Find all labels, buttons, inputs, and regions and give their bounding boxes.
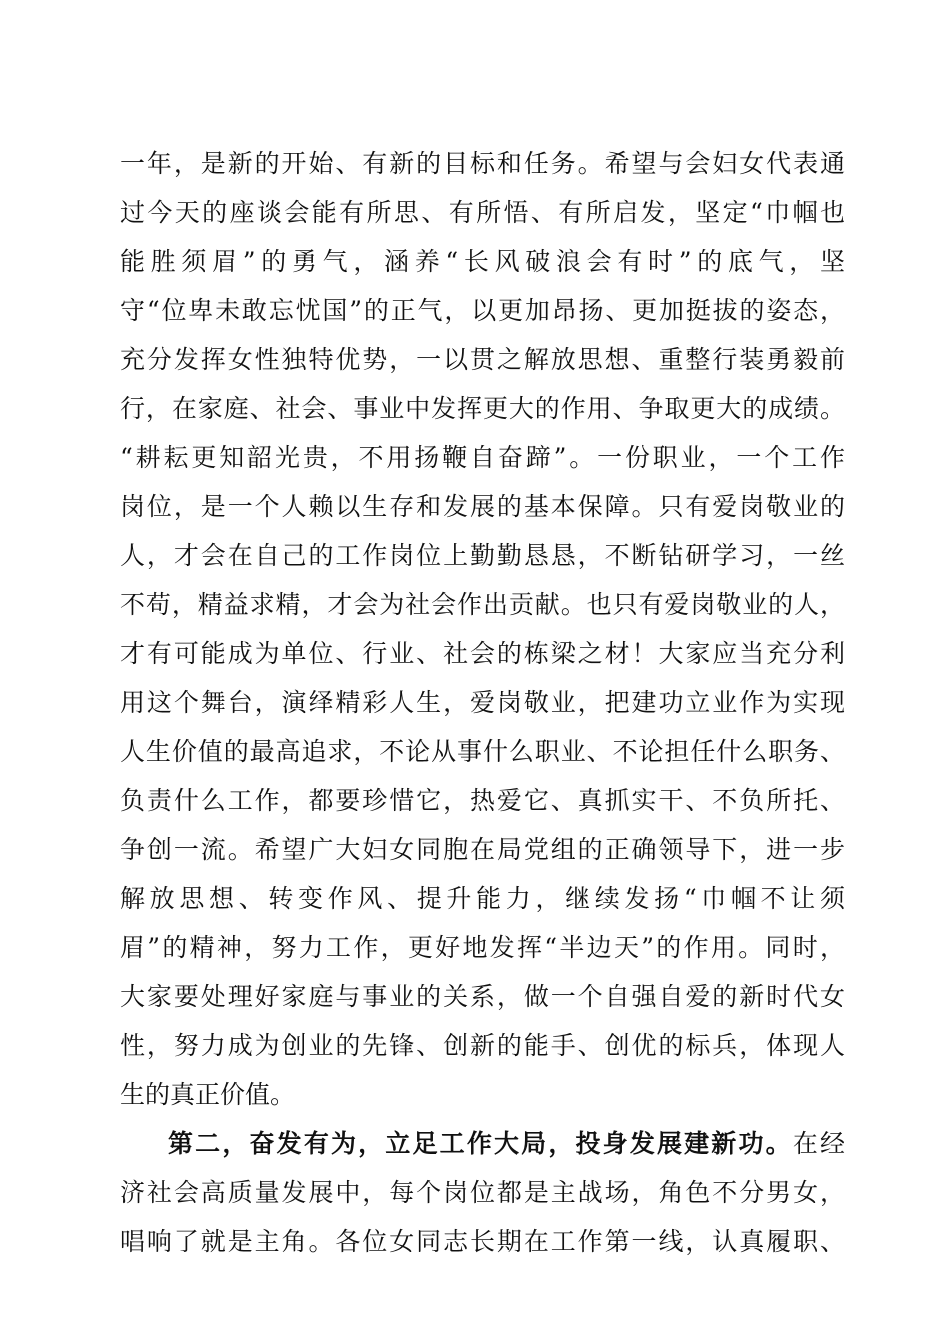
text-line: 生的真正价值。: [120, 1080, 296, 1109]
text-line: 岗位，是一个人赖以生存和发展的基本保障。只有爱岗敬业的: [120, 492, 845, 521]
text-line: 唱响了就是主角。各位女同志长期在工作第一线，认真履职、: [120, 1227, 845, 1256]
text-line: 能胜须眉”的勇气，涵养“长风破浪会有时”的底气，坚: [120, 247, 845, 276]
section-heading: 第二，奋发有为，立足工作大局，投身发展建新功。: [168, 1129, 793, 1158]
text-line: 才有可能成为单位、行业、社会的栋梁之材！大家应当充分利: [120, 639, 845, 668]
section-heading-line: [120, 1119, 845, 1168]
text-line: 不苟，精益求精，才会为社会作出贡献。也只有爱岗敬业的人，: [120, 590, 845, 619]
text-line: 济社会高质量发展中，每个岗位都是主战场，角色不分男女，: [120, 1178, 845, 1207]
text-line: 过今天的座谈会能有所思、有所悟、有所启发，坚定“巾帼也: [120, 198, 845, 227]
text-line: 眉”的精神，努力工作，更好地发挥“半边天”的作用。同时，: [120, 933, 845, 962]
text-line: “耕耘更知韶光贵，不用扬鞭自奋蹄”。一份职业，一个工作: [120, 443, 845, 472]
text-line: 充分发挥女性独特优势，一以贯之解放思想、重整行装勇毅前: [120, 345, 845, 374]
text-line: 性，努力成为创业的先锋、创新的能手、创优的标兵，体现人: [120, 1031, 845, 1060]
text-line: 人生价值的最高追求，不论从事什么职业、不论担任什么职务、: [120, 737, 845, 766]
text-line: 行，在家庭、社会、事业中发挥更大的作用、争取更大的成绩。: [120, 394, 845, 423]
text-line: 守“位卑未敢忘忧国”的正气，以更加昂扬、更加挺拔的姿态，: [120, 296, 845, 325]
text-line: 人，才会在自己的工作岗位上勤勤恳恳，不断钻研学习，一丝: [120, 541, 845, 570]
text-line: 大家要处理好家庭与事业的关系，做一个自强自爱的新时代女: [120, 982, 845, 1011]
section-heading-tail: 在经: [792, 1129, 845, 1158]
text-line: 解放思想、转变作风、提升能力，继续发扬“巾帼不让须: [120, 884, 845, 913]
text-line: 负责什么工作，都要珍惜它，热爱它、真抓实干、不负所托、: [120, 786, 845, 815]
body-text: [120, 139, 845, 1266]
text-line: 用这个舞台，演绎精彩人生，爱岗敬业，把建功立业作为实现: [120, 688, 845, 717]
text-line: 争创一流。希望广大妇女同胞在局党组的正确领导下，进一步: [120, 835, 845, 864]
text-line: 一年，是新的开始、有新的目标和任务。希望与会妇女代表通: [120, 149, 845, 178]
